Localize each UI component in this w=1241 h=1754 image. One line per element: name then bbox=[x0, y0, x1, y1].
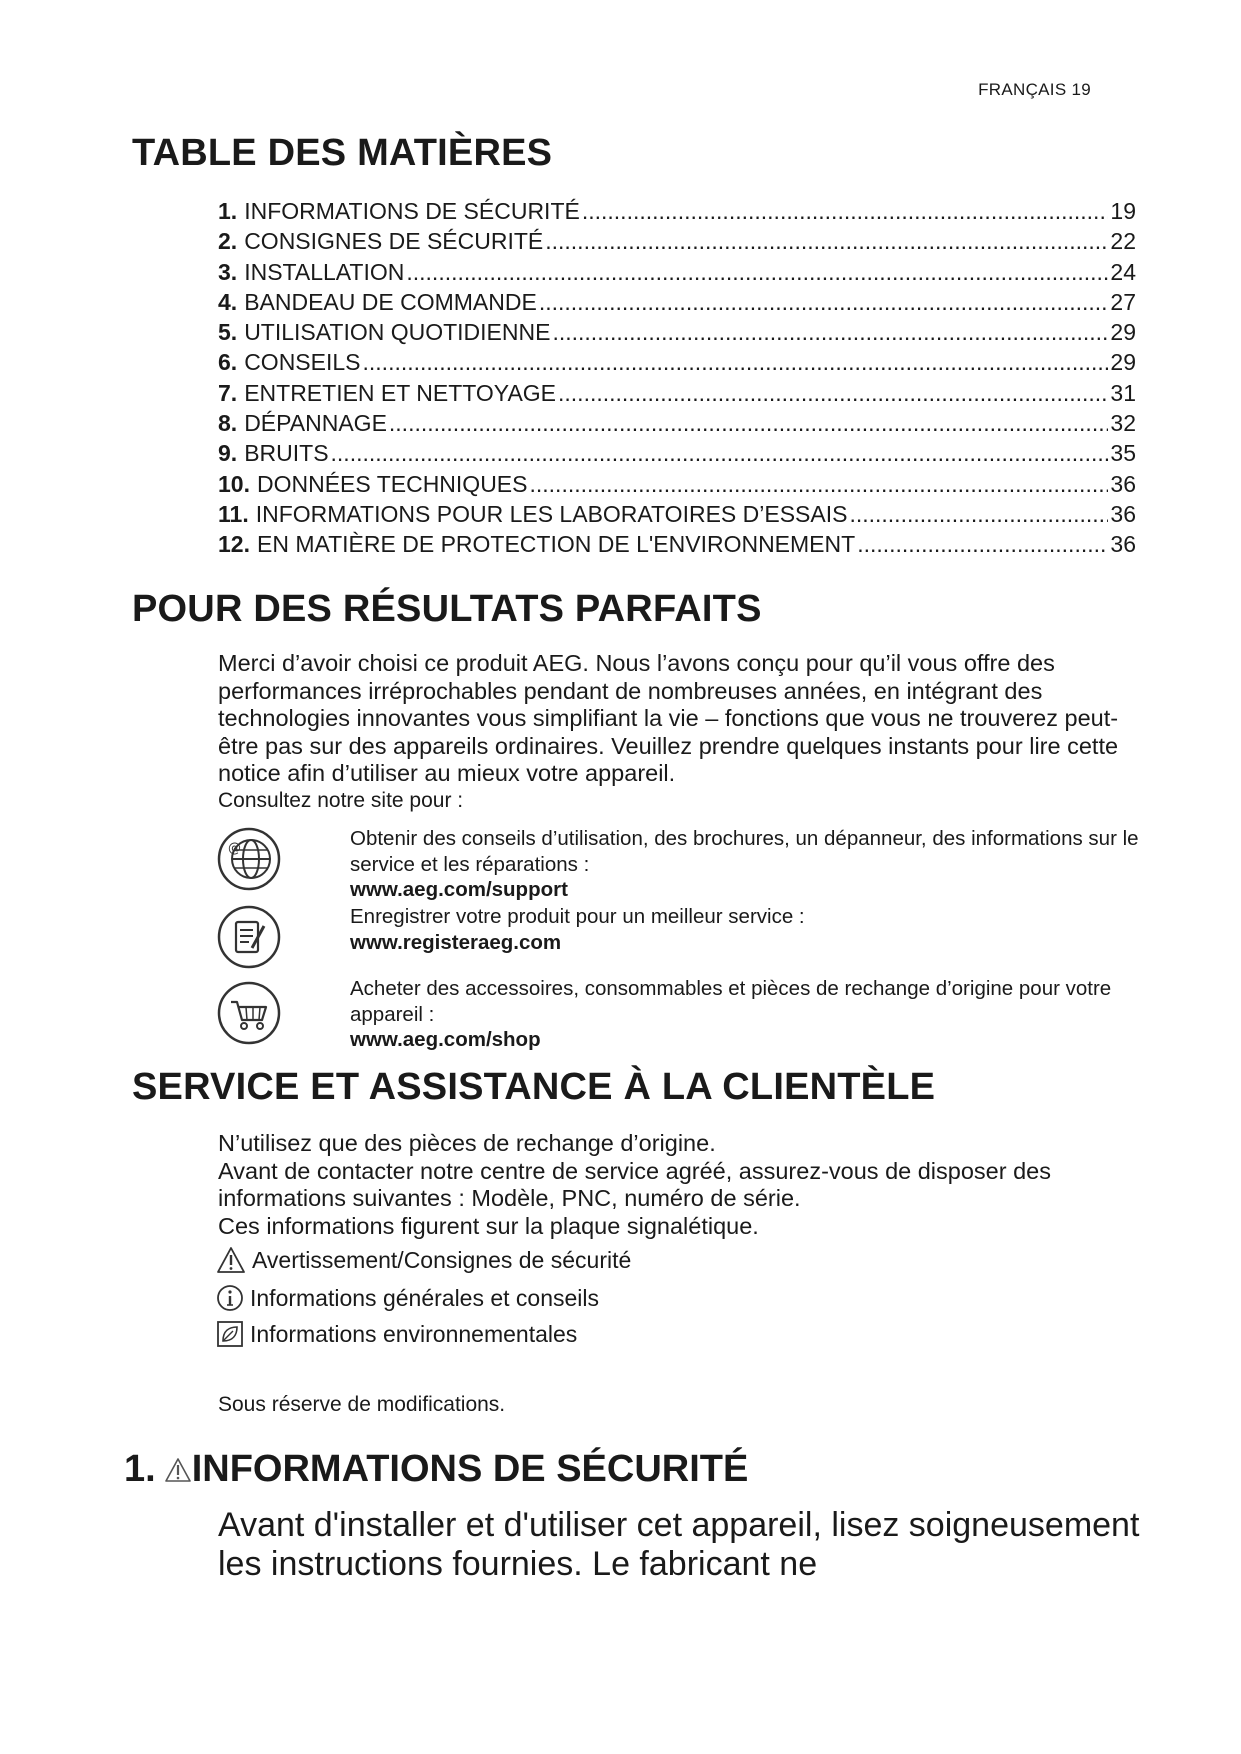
chapter-1-text: Avant d'installer et d'utiliser cet appareil, lisez soigneusement les instructions fournies. Le fabricant ne bbox=[218, 1506, 1140, 1583]
toc-dot-leader bbox=[406, 259, 1108, 286]
modification-note: Sous réserve de modifications. bbox=[218, 1393, 506, 1416]
info-icon bbox=[216, 1284, 244, 1312]
service-title: SERVICE ET ASSISTANCE À LA CLIENTÈLE bbox=[132, 1066, 936, 1108]
toc-dot-leader bbox=[545, 228, 1108, 255]
globe-icon bbox=[216, 826, 282, 892]
toc-item[interactable] bbox=[218, 319, 1136, 349]
toc-dot-leader bbox=[363, 349, 1109, 376]
toc-item-page: 32 bbox=[1110, 410, 1136, 437]
legend-label: Informations générales et conseils bbox=[250, 1284, 600, 1311]
cart-icon bbox=[216, 980, 282, 1046]
toc-item-page: 24 bbox=[1110, 258, 1136, 285]
toc-item-label: INSTALLATION bbox=[244, 258, 405, 285]
legend-item bbox=[216, 1282, 599, 1314]
leaf-icon bbox=[216, 1320, 244, 1348]
toc-dot-leader bbox=[849, 501, 1108, 528]
shop-link-description bbox=[350, 976, 1150, 1053]
toc-item-label: BRUITS bbox=[244, 440, 329, 467]
register-url-link[interactable]: www.registeraeg.com bbox=[350, 930, 562, 954]
register-icon bbox=[216, 904, 282, 970]
toc-item-page: 36 bbox=[1110, 470, 1136, 497]
toc-item-page: 36 bbox=[1110, 500, 1136, 527]
link-text: Enregistrer votre produit pour un meilleur service : bbox=[350, 905, 805, 928]
toc-dot-leader bbox=[857, 531, 1108, 558]
register-link-description bbox=[350, 904, 1150, 955]
warning-icon bbox=[164, 1457, 192, 1483]
toc-item[interactable] bbox=[218, 349, 1136, 379]
shop-url-link[interactable]: www.aeg.com/shop bbox=[350, 1028, 541, 1051]
toc-item-page: 31 bbox=[1110, 379, 1136, 406]
results-intro: Merci d’avoir choisi ce produit AEG. Nous l’avons conçu pour qu’il vous offre des performances irréprochables pendant de nombreuses années, en intégrant des technologies innovantes vous simplifiant la vie – fonctions que vous ne trouverez peut-être pas sur des appareils ordinaires. Veuillez prendre quelques instants pour lire cette notice afin d’utiliser au mieux votre appareil. bbox=[218, 650, 1119, 786]
toc-item[interactable] bbox=[218, 259, 1136, 289]
toc-item[interactable] bbox=[218, 228, 1136, 258]
toc-item-page: 27 bbox=[1110, 288, 1136, 315]
support-link-description bbox=[350, 826, 1150, 903]
toc-item[interactable] bbox=[218, 501, 1136, 531]
toc-item-number: 12. bbox=[218, 531, 250, 558]
results-consult: Consultez notre site pour : bbox=[218, 789, 464, 812]
toc-item[interactable] bbox=[218, 531, 1136, 561]
chapter-1-heading bbox=[124, 1448, 748, 1491]
toc-item-label: EN MATIÈRE DE PROTECTION DE L'ENVIRONNEMENT bbox=[256, 531, 856, 558]
toc-dot-leader bbox=[582, 198, 1109, 225]
toc-item-page: 29 bbox=[1110, 349, 1136, 376]
toc-item-label: DONNÉES TECHNIQUES bbox=[256, 470, 528, 497]
toc-item-label: INFORMATIONS DE SÉCURITÉ bbox=[244, 198, 580, 224]
link-text: Acheter des accessoires, consommables et pièces de rechange d’origine pour votre appareil : bbox=[350, 977, 1112, 1026]
toc-item-number: 3. bbox=[218, 258, 238, 285]
service-line: Ces informations figurent sur la plaque signalétique. bbox=[218, 1212, 759, 1239]
chapter-number: 1. bbox=[124, 1448, 156, 1490]
toc-item[interactable] bbox=[218, 198, 1136, 228]
service-paragraph bbox=[218, 1130, 1138, 1240]
toc-item-number: 7. bbox=[218, 379, 238, 406]
toc-dot-leader bbox=[558, 380, 1108, 407]
toc-dot-leader bbox=[539, 289, 1109, 316]
toc-item[interactable] bbox=[218, 289, 1136, 319]
results-title: POUR DES RÉSULTATS PARFAITS bbox=[132, 588, 762, 630]
page-header: FRANÇAIS 19 bbox=[978, 80, 1091, 99]
legend-label: Informations environnementales bbox=[250, 1320, 578, 1347]
toc-dot-leader bbox=[389, 410, 1109, 437]
link-text: Obtenir des conseils d’utilisation, des brochures, un dépanneur, des informations sur le service et les réparations : bbox=[350, 827, 1139, 876]
toc-item-label: DÉPANNAGE bbox=[244, 410, 387, 437]
chapter-title: INFORMATIONS DE SÉCURITÉ bbox=[191, 1448, 749, 1490]
toc-item-number: 5. bbox=[218, 319, 238, 346]
toc-item-number: 9. bbox=[218, 440, 238, 467]
toc-item-page: 22 bbox=[1110, 228, 1136, 255]
toc-item-label: CONSEILS bbox=[244, 349, 361, 376]
toc-item-number: 11. bbox=[218, 500, 249, 527]
toc-item-label: ENTRETIEN ET NETTOYAGE bbox=[244, 379, 557, 406]
toc-dot-leader bbox=[552, 319, 1108, 346]
toc-item-label: INFORMATIONS POUR LES LABORATOIRES D’ESSAIS bbox=[255, 500, 848, 527]
svg-text:@: @ bbox=[228, 841, 241, 856]
warning-icon bbox=[216, 1246, 246, 1274]
toc-item-label: BANDEAU DE COMMANDE bbox=[244, 288, 537, 315]
toc-item-number: 4. bbox=[218, 288, 238, 315]
toc-item-number: 10. bbox=[218, 470, 250, 497]
toc-item-page: 36 bbox=[1110, 531, 1136, 558]
toc-item[interactable] bbox=[218, 471, 1136, 501]
toc-item-page: 29 bbox=[1110, 319, 1136, 346]
toc-item-label: CONSIGNES DE SÉCURITÉ bbox=[244, 228, 544, 255]
service-line: Avant de contacter notre centre de service agréé, assurez-vous de disposer des informations suivantes : Modèle, PNC, numéro de série. bbox=[218, 1157, 1051, 1211]
toc-item-label: UTILISATION QUOTIDIENNE bbox=[244, 319, 551, 346]
toc-item-number: 8. bbox=[218, 410, 238, 437]
toc-title: TABLE DES MATIÈRES bbox=[132, 132, 553, 174]
toc-dot-leader bbox=[530, 471, 1109, 498]
table-of-contents bbox=[218, 198, 1136, 562]
toc-dot-leader bbox=[331, 440, 1109, 467]
toc-item[interactable] bbox=[218, 440, 1136, 470]
toc-item[interactable] bbox=[218, 410, 1136, 440]
toc-item-number: 6. bbox=[218, 349, 238, 376]
legend-item bbox=[216, 1244, 631, 1276]
legend-label: Avertissement/Consignes de sécurité bbox=[252, 1246, 632, 1273]
toc-item[interactable] bbox=[218, 380, 1136, 410]
toc-item-number: 1. bbox=[218, 198, 238, 224]
toc-item-number: 2. bbox=[218, 228, 238, 255]
support-url-link[interactable]: www.aeg.com/support bbox=[350, 878, 568, 901]
service-line: N’utilisez que des pièces de rechange d’origine. bbox=[218, 1130, 716, 1156]
legend-item bbox=[216, 1318, 577, 1350]
toc-item-page: 35 bbox=[1110, 440, 1136, 467]
toc-item-page: 19 bbox=[1110, 198, 1136, 224]
